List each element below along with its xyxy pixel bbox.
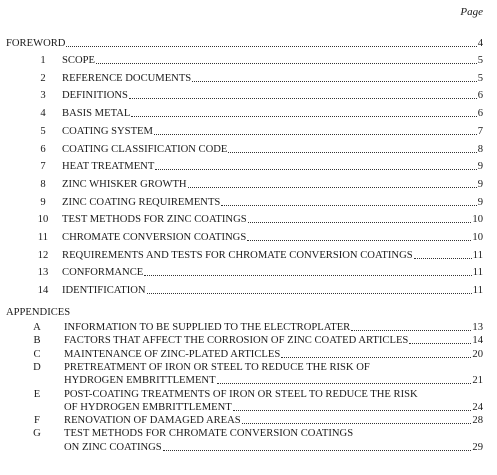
leader-dots — [155, 160, 476, 170]
appendix-page: 20 — [472, 348, 483, 360]
leader-dots — [248, 213, 472, 223]
appendix-title[interactable]: PRETREATMENT OF IRON OR STEEL TO REDUCE THE RISK OF — [64, 361, 370, 373]
section-title: CHROMATE CONVERSION COATINGS — [62, 232, 247, 243]
toc-entry-section[interactable] — [30, 125, 483, 139]
section-page: 10 — [472, 214, 483, 226]
section-page: 6 — [477, 90, 483, 102]
toc-entry-appendix[interactable] — [64, 441, 483, 455]
section-title: IDENTIFICATION — [62, 285, 146, 297]
section-page: 11 — [472, 267, 483, 279]
section-number: 5 — [40, 125, 46, 137]
section-page: 7 — [477, 125, 483, 137]
section-title: ZINC COATING REQUIREMENTS — [62, 196, 221, 208]
section-page: 9 — [477, 178, 483, 190]
leader-dots — [414, 249, 472, 259]
appendix-page: 14 — [472, 335, 483, 347]
appendix-title-continued: HYDROGEN EMBRITTLEMENT — [64, 375, 216, 387]
appendix-page: 13 — [472, 322, 483, 333]
leader-dots — [242, 414, 472, 424]
toc-entry-appendix[interactable] — [64, 334, 483, 348]
section-page: 8 — [477, 143, 483, 155]
appendix-title[interactable]: TEST METHODS FOR CHROMATE CONVERSION COATINGS — [64, 428, 354, 440]
appendix-title-continued: OF HYDROGEN EMBRITTLEMENT — [64, 401, 232, 413]
section-number: 6 — [40, 143, 46, 155]
toc-entry-section[interactable] — [30, 196, 483, 210]
section-page: 11 — [472, 249, 483, 261]
appendix-letter: B — [33, 335, 41, 347]
section-number: 9 — [40, 196, 46, 208]
section-page: 11 — [472, 285, 483, 297]
leader-dots — [409, 334, 471, 344]
toc-entry-section[interactable] — [30, 284, 483, 298]
toc-entry-section[interactable] — [30, 266, 483, 280]
section-title: REQUIREMENTS AND TESTS FOR CHROMATE CONVERSION COATINGS — [62, 249, 413, 261]
leader-dots — [96, 54, 477, 64]
appendix-title[interactable]: POST-COATING TREATMENTS OF IRON OR STEEL TO REDUCE THE RISK — [64, 388, 418, 400]
leader-dots — [131, 107, 476, 117]
section-number: 2 — [40, 72, 46, 84]
toc-entry-section[interactable] — [30, 54, 483, 68]
toc-entry-section[interactable] — [30, 178, 483, 192]
toc-entry-appendix[interactable] — [64, 321, 483, 335]
appendix-title: INFORMATION TO BE SUPPLIED TO THE ELECTROPLATER — [64, 322, 351, 333]
section-page: 5 — [477, 55, 483, 66]
leader-dots — [351, 321, 471, 331]
toc-entry-title: FOREWORD — [6, 38, 66, 49]
toc-entry-section[interactable] — [30, 143, 483, 157]
toc-entry-foreword[interactable] — [6, 37, 483, 51]
section-number: 8 — [40, 178, 46, 190]
section-title: BASIS METAL — [62, 108, 131, 120]
section-page: 9 — [477, 161, 483, 173]
toc-entry-section[interactable] — [30, 249, 483, 263]
toc-entry-section[interactable] — [30, 213, 483, 227]
leader-dots — [228, 143, 476, 153]
section-number: 12 — [37, 249, 49, 261]
leader-dots — [247, 231, 471, 241]
section-number: 3 — [40, 90, 46, 102]
appendix-page: 29 — [472, 441, 483, 453]
section-number: 4 — [40, 108, 46, 120]
section-number: 11 — [37, 232, 49, 243]
toc-entry-appendix[interactable] — [64, 374, 483, 388]
section-title: DEFINITIONS — [62, 90, 128, 102]
leader-dots — [233, 401, 472, 411]
leader-dots — [147, 284, 472, 294]
leader-dots — [188, 178, 477, 188]
appendix-title-continued: ON ZINC COATINGS — [64, 441, 162, 453]
toc-entry-page: 4 — [477, 38, 483, 49]
section-page: 5 — [477, 72, 483, 84]
appendix-letter: C — [33, 348, 41, 360]
toc-entry-section[interactable] — [30, 160, 483, 174]
leader-dots — [221, 196, 476, 206]
toc-entry-section[interactable] — [30, 89, 483, 103]
appendix-letter: D — [33, 361, 41, 373]
section-page: 10 — [472, 232, 483, 243]
toc-entry-section[interactable] — [30, 72, 483, 86]
toc-entry-appendix[interactable] — [64, 401, 483, 415]
section-number: 7 — [40, 161, 46, 173]
section-number: 10 — [37, 214, 49, 226]
appendix-page: 21 — [472, 375, 483, 387]
appendix-page: 24 — [472, 401, 483, 413]
leader-dots — [163, 441, 472, 451]
appendix-title: FACTORS THAT AFFECT THE CORROSION OF ZINC COATED ARTICLES — [64, 335, 409, 347]
toc-entry-section[interactable] — [30, 231, 483, 245]
toc-entry-section[interactable] — [30, 107, 483, 121]
appendix-title: MAINTENANCE OF ZINC-PLATED ARTICLES — [64, 348, 281, 360]
section-page: 9 — [477, 196, 483, 208]
toc-entry-appendix[interactable] — [64, 414, 483, 428]
appendix-letter: E — [33, 388, 41, 400]
leader-dots — [144, 266, 472, 276]
section-page: 6 — [477, 108, 483, 120]
appendices-heading: APPENDICES — [6, 307, 71, 318]
section-number: 13 — [37, 267, 49, 279]
leader-dots — [66, 37, 476, 47]
appendix-letter: G — [33, 428, 41, 440]
appendix-letter: A — [33, 322, 41, 333]
section-title: ZINC WHISKER GROWTH — [62, 178, 187, 190]
section-number: 1 — [40, 55, 46, 66]
section-title: REFERENCE DOCUMENTS — [62, 72, 192, 84]
leader-dots — [129, 89, 477, 99]
section-title: COATING CLASSIFICATION CODE — [62, 143, 228, 155]
section-title: COATING SYSTEM — [62, 125, 153, 137]
page-column-label: Page — [460, 6, 483, 18]
appendix-letter: F — [34, 415, 40, 427]
section-title: TEST METHODS FOR ZINC COATINGS — [62, 214, 247, 226]
leader-dots — [217, 374, 472, 384]
appendix-title: RENOVATION OF DAMAGED AREAS — [64, 415, 241, 427]
section-title: SCOPE — [62, 55, 95, 66]
toc-entry-appendix[interactable] — [64, 348, 483, 362]
section-title: CONFORMANCE — [62, 267, 144, 279]
section-title: HEAT TREATMENT — [62, 161, 155, 173]
leader-dots — [154, 125, 477, 135]
appendix-page: 28 — [472, 415, 483, 427]
leader-dots — [192, 72, 477, 82]
section-number: 14 — [37, 285, 49, 297]
leader-dots — [281, 348, 471, 358]
